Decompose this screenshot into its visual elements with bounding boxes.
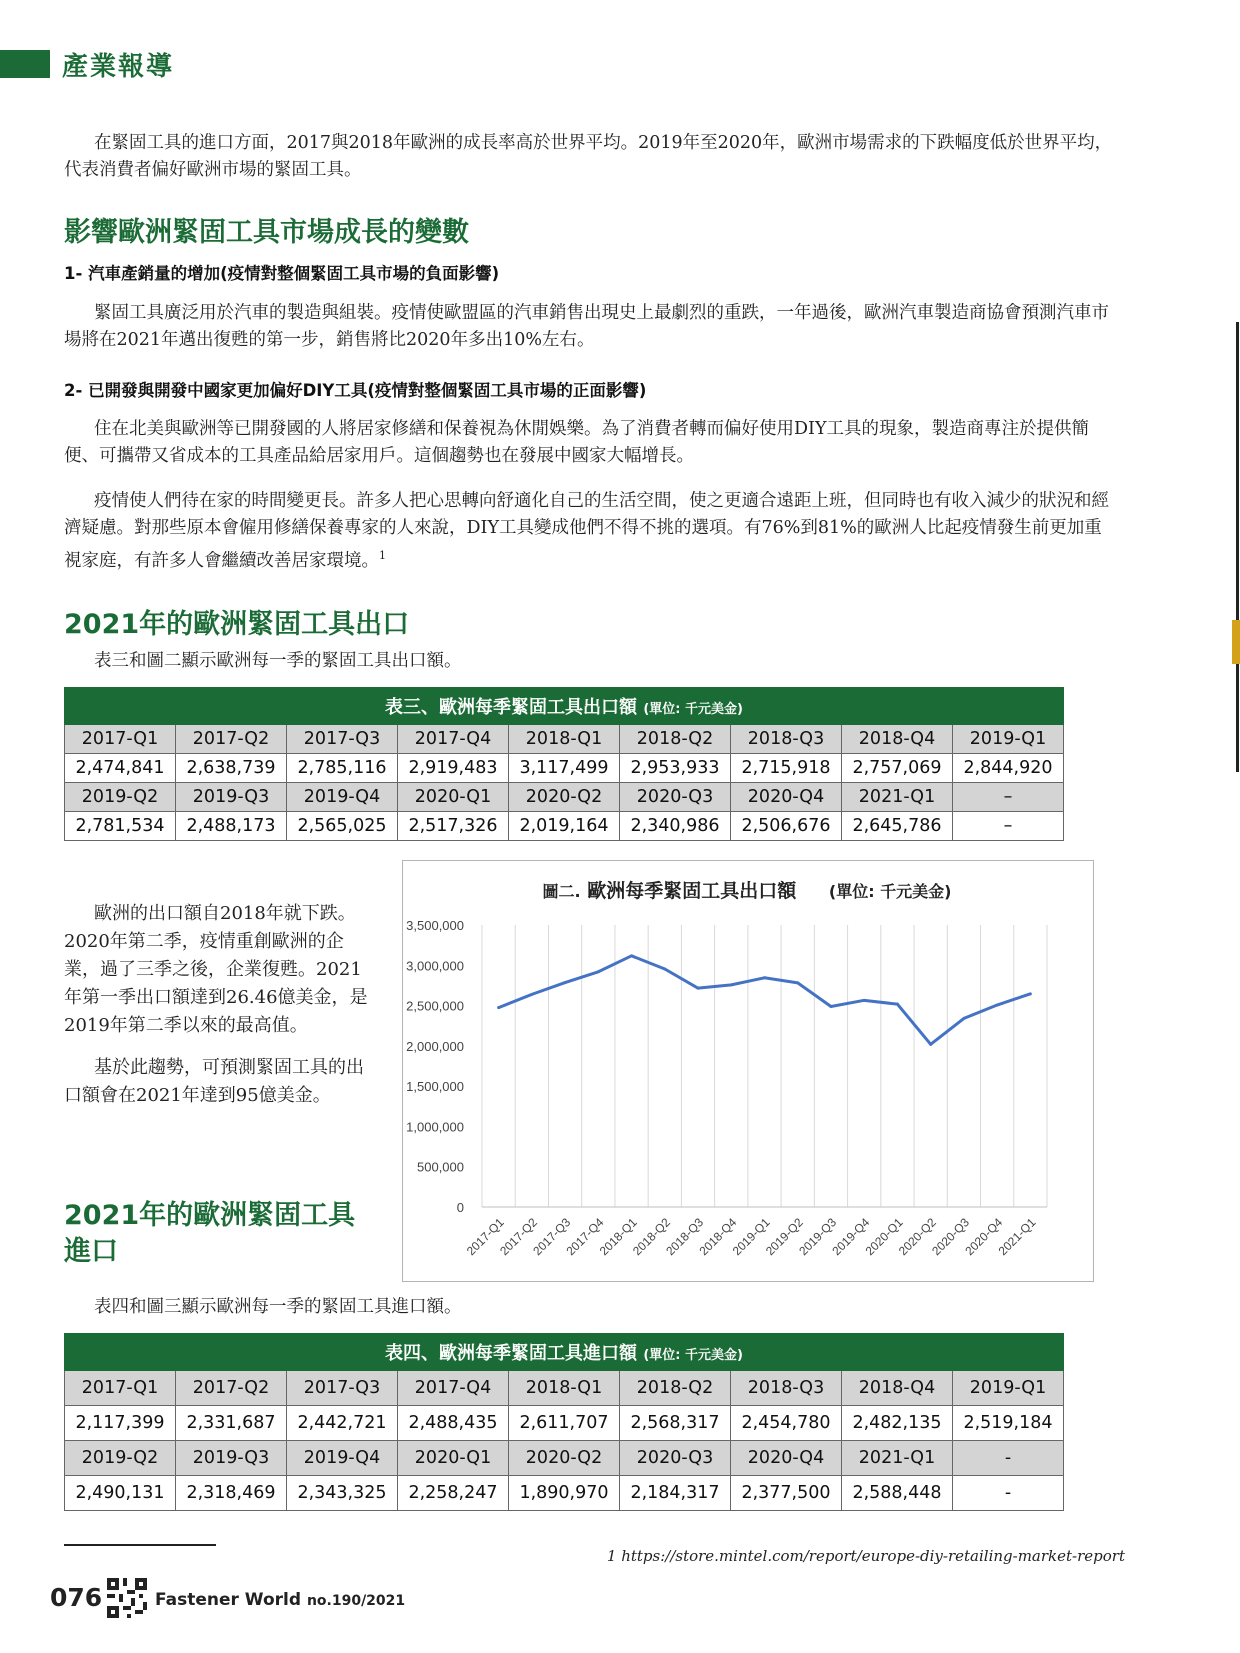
- data-point: [663, 967, 666, 970]
- data-point: [730, 983, 733, 986]
- y-tick-label: 1,000,000: [406, 1119, 464, 1135]
- x-tick-label: 2018-Q3: [663, 1215, 707, 1259]
- subheading-automotive: 1- 汽車產銷量的增加(疫情對整個緊固工具市場的負面影響): [64, 264, 500, 283]
- x-tick-label: 2020-Q1: [862, 1215, 906, 1259]
- table-cell: -: [953, 1476, 1064, 1511]
- data-point: [697, 987, 700, 990]
- chart-title-unit: (單位: 千元美金): [828, 882, 952, 901]
- table-cell: 2,506,676: [731, 812, 842, 841]
- import-table-unit: (單位: 千元美金): [643, 1348, 743, 1363]
- table-header-cell: 2020-Q2: [509, 1441, 620, 1476]
- chart-title: [402, 876, 1092, 903]
- table-cell: 2,611,707: [509, 1406, 620, 1441]
- table-header-cell: 2018-Q4: [842, 1371, 953, 1406]
- table-cell: 2,454,780: [731, 1406, 842, 1441]
- table-header-cell: 2021-Q1: [842, 1441, 953, 1476]
- section-heading-imports: [64, 1198, 355, 1270]
- x-tick-label: 2019-Q3: [796, 1215, 840, 1259]
- intro-paragraph: 在緊固工具的進口方面，2017與2018年歐洲的成長率高於世界平均。2019年至2020年，歐洲市場需求的下跌幅度低於世界平均，代表消費者偏好歐洲市場的緊固工具。: [64, 133, 1113, 180]
- magazine-title: Fastener World: [155, 1590, 302, 1610]
- y-tick-label: 0: [456, 1200, 464, 1215]
- y-tick-label: 2,000,000: [406, 1038, 464, 1054]
- x-tick-label: 2019-Q4: [829, 1215, 873, 1259]
- data-point: [863, 999, 866, 1002]
- table-header-cell: -: [953, 1441, 1064, 1476]
- table-header-cell: –: [953, 783, 1064, 812]
- section-heading-exports: 2021年的歐洲緊固工具出口: [64, 609, 410, 640]
- table-cell: 2,488,173: [176, 812, 287, 841]
- y-tick-label: 2,500,000: [406, 998, 464, 1014]
- table-cell: 2,343,325: [287, 1476, 398, 1511]
- page-edge-tab: [1232, 620, 1240, 664]
- side-paragraph-1: 歐洲的出口額自2018年就下跌。2020年第二季，疫情重創歐洲的企業，過了三季之後，企業復甦。2021年第一季出口額達到26.46億美金，是2019年第二季以來的最高值。: [64, 903, 368, 1036]
- table-header-cell: 2020-Q3: [620, 783, 731, 812]
- footnote-ref: 1: [379, 549, 386, 562]
- export-table: [64, 687, 1064, 841]
- table-cell: 2,482,135: [842, 1406, 953, 1441]
- table-cell: 2,517,326: [398, 812, 509, 841]
- chart-title-text: 歐洲每季緊固工具出口額: [587, 880, 797, 902]
- data-point: [796, 981, 799, 984]
- import-table: [64, 1333, 1064, 1511]
- table-header-cell: 2017-Q3: [287, 1371, 398, 1406]
- table-header-cell: 2019-Q4: [287, 1441, 398, 1476]
- data-point: [829, 1005, 832, 1008]
- paragraph-diy: 住在北美與歐洲等已開發國的人將居家修繕和保養視為休閒娛樂。為了消費者轉而偏好使用DIY工具的現象，製造商專注於提供簡便、可攜帶又省成本的工具產品給居家用戶。這個趨勢也在發展中國家大幅增長。: [64, 419, 1089, 466]
- table-cell: 2,844,920: [953, 754, 1064, 783]
- data-point: [497, 1006, 500, 1009]
- table-header-cell: 2020-Q1: [398, 1441, 509, 1476]
- x-tick-label: 2020-Q2: [895, 1215, 939, 1259]
- table-header-cell: 2019-Q3: [176, 1441, 287, 1476]
- table-cell: 2,953,933: [620, 754, 731, 783]
- table-header-cell: 2017-Q3: [287, 725, 398, 754]
- section-header-title: 產業報導: [62, 52, 175, 82]
- x-tick-label: 2017-Q1: [463, 1215, 507, 1259]
- section-heading-variables: 影響歐洲緊固工具市場成長的變數: [64, 217, 469, 248]
- data-point: [763, 976, 766, 979]
- table-cell: 2,715,918: [731, 754, 842, 783]
- series-line: [499, 956, 1031, 1044]
- table-cell: 2,785,116: [287, 754, 398, 783]
- paragraph-automotive: 緊固工具廣泛用於汽車的製造與組裝。疫情使歐盟區的汽車銷售出現史上最劇烈的重跌，一年過後，歐洲汽車製造商協會預測汽車市場將在2021年邁出復甦的第一步，銷售將比2020年多出10%左右。: [64, 303, 1109, 350]
- x-tick-label: 2020-Q4: [962, 1215, 1006, 1259]
- table-row: [65, 1476, 1064, 1511]
- x-tick-label: 2018-Q2: [629, 1215, 673, 1259]
- import-table-title: 表四、歐洲每季緊固工具進口額: [385, 1343, 638, 1364]
- table-header-cell: 2019-Q2: [65, 783, 176, 812]
- table-cell: 2,442,721: [287, 1406, 398, 1441]
- x-tick-label: 2018-Q1: [596, 1215, 640, 1259]
- exports-intro: 表三和圖二顯示歐洲每一季的緊固工具出口額。: [94, 651, 462, 671]
- magazine-issue: no.190/2021: [306, 1593, 406, 1609]
- footnote-text: 1 https://store.mintel.com/report/europe-diy-retailing-market-report: [606, 1547, 1125, 1565]
- table-cell: 2,757,069: [842, 754, 953, 783]
- import-table-caption: [65, 1334, 1064, 1371]
- table-cell: 2,490,131: [65, 1476, 176, 1511]
- paragraph-pandemic-text: 疫情使人們待在家的時間變更長。許多人把心思轉向舒適化自己的生活空間，使之更適合遠距上班，但同時也有收入減少的狀況和經濟疑慮。對那些原本會僱用修繕保養專家的人來說，DIY工具變成他們不得不挑的選項。有76%到81%的歐洲人比起疫情發生前更加重視家庭，有許多人會繼續改善居家環境。: [64, 491, 1109, 571]
- table-cell: 2,488,435: [398, 1406, 509, 1441]
- table-header-cell: 2020-Q1: [398, 783, 509, 812]
- table-cell: 2,638,739: [176, 754, 287, 783]
- table-cell: 2,258,247: [398, 1476, 509, 1511]
- export-table-caption: [65, 688, 1064, 725]
- data-point: [1029, 992, 1032, 995]
- imports-intro: 表四和圖三顯示歐洲每一季的緊固工具進口額。: [94, 1297, 462, 1317]
- table-header-cell: 2021-Q1: [842, 783, 953, 812]
- table-cell: 2,781,534: [65, 812, 176, 841]
- subheading-diy: 2- 已開發與開發中國家更加偏好DIY工具(疫情對整個緊固工具市場的正面影響): [64, 381, 647, 400]
- table-header-cell: 2019-Q2: [65, 1441, 176, 1476]
- table-header-cell: 2017-Q2: [176, 725, 287, 754]
- page-number: 076: [50, 1583, 103, 1612]
- x-tick-label: 2019-Q1: [729, 1215, 773, 1259]
- table-header-cell: 2020-Q4: [731, 783, 842, 812]
- table-cell: –: [953, 812, 1064, 841]
- table-row: [65, 1371, 1064, 1406]
- qr-code-icon: [107, 1578, 147, 1618]
- imports-title-line1: 2021年的歐洲緊固工具: [64, 1200, 356, 1231]
- paragraph-pandemic-home: [64, 488, 1119, 575]
- table-header-cell: 2018-Q2: [620, 725, 731, 754]
- table-row: [65, 1441, 1064, 1476]
- y-tick-label: 500,000: [417, 1159, 464, 1175]
- x-tick-label: 2017-Q3: [530, 1215, 574, 1259]
- export-table-title: 表三、歐洲每季緊固工具出口額: [385, 697, 638, 718]
- side-text: [64, 900, 379, 1110]
- data-point: [564, 981, 567, 984]
- table-row: [65, 725, 1064, 754]
- export-table-unit: (單位: 千元美金): [643, 702, 743, 717]
- table-cell: 2,919,483: [398, 754, 509, 783]
- x-tick-label: 2017-Q2: [497, 1215, 540, 1259]
- y-tick-label: 1,500,000: [406, 1079, 464, 1095]
- table-cell: 2,588,448: [842, 1476, 953, 1511]
- table-header-cell: 2019-Q4: [287, 783, 398, 812]
- table-cell: 2,568,317: [620, 1406, 731, 1441]
- table-header-cell: 2020-Q2: [509, 783, 620, 812]
- table-header-cell: 2017-Q2: [176, 1371, 287, 1406]
- table-cell: 2,331,687: [176, 1406, 287, 1441]
- data-point: [962, 1017, 965, 1020]
- x-tick-label: 2017-Q4: [563, 1215, 607, 1259]
- table-header-cell: 2020-Q4: [731, 1441, 842, 1476]
- table-row: [65, 812, 1064, 841]
- table-cell: 3,117,499: [509, 754, 620, 783]
- table-header-cell: 2018-Q1: [509, 1371, 620, 1406]
- table-header-cell: 2017-Q4: [398, 1371, 509, 1406]
- y-tick-label: 3,500,000: [406, 918, 464, 933]
- table-cell: 2,474,841: [65, 754, 176, 783]
- table-row: [65, 754, 1064, 783]
- table-cell: 2,318,469: [176, 1476, 287, 1511]
- table-cell: 2,019,164: [509, 812, 620, 841]
- data-point: [530, 993, 533, 996]
- side-paragraph-2: 基於此趨勢，可預測緊固工具的出口額會在2021年達到95億美金。: [64, 1057, 364, 1106]
- data-point: [996, 1004, 999, 1007]
- data-point: [896, 1003, 899, 1006]
- x-tick-label: 2021-Q1: [995, 1215, 1039, 1259]
- table-cell: 2,340,986: [620, 812, 731, 841]
- table-cell: 2,565,025: [287, 812, 398, 841]
- table-header-cell: 2020-Q3: [620, 1441, 731, 1476]
- y-tick-label: 3,000,000: [406, 958, 464, 974]
- chart-title-prefix: 圖二.: [542, 882, 581, 901]
- table-header-cell: 2018-Q3: [731, 1371, 842, 1406]
- x-tick-label: 2020-Q3: [929, 1215, 973, 1259]
- table-cell: 2,117,399: [65, 1406, 176, 1441]
- table-header-cell: 2017-Q4: [398, 725, 509, 754]
- data-point: [929, 1043, 932, 1046]
- table-header-cell: 2019-Q1: [953, 1371, 1064, 1406]
- magazine-name: [155, 1590, 405, 1610]
- x-tick-label: 2019-Q2: [762, 1215, 806, 1259]
- table-cell: 2,645,786: [842, 812, 953, 841]
- header-bar: [0, 50, 50, 78]
- table-header-cell: 2019-Q3: [176, 783, 287, 812]
- table-cell: 1,890,970: [509, 1476, 620, 1511]
- imports-title-line2: 進口: [64, 1236, 118, 1267]
- table-cell: 2,519,184: [953, 1406, 1064, 1441]
- data-point: [597, 970, 600, 973]
- table-header-cell: 2018-Q1: [509, 725, 620, 754]
- table-header-cell: 2018-Q2: [620, 1371, 731, 1406]
- data-point: [630, 954, 633, 957]
- table-header-cell: 2017-Q1: [65, 725, 176, 754]
- table-row: [65, 1406, 1064, 1441]
- table-header-cell: 2017-Q1: [65, 1371, 176, 1406]
- table-header-cell: 2018-Q4: [842, 725, 953, 754]
- table-cell: 2,377,500: [731, 1476, 842, 1511]
- footnote-divider: [64, 1544, 216, 1546]
- table-header-cell: 2019-Q1: [953, 725, 1064, 754]
- page-edge-line: [1236, 322, 1239, 772]
- x-tick-label: 2018-Q4: [696, 1215, 740, 1259]
- table-row: [65, 783, 1064, 812]
- table-header-cell: 2018-Q3: [731, 725, 842, 754]
- table-cell: 2,184,317: [620, 1476, 731, 1511]
- export-line-chart: [402, 905, 1092, 1280]
